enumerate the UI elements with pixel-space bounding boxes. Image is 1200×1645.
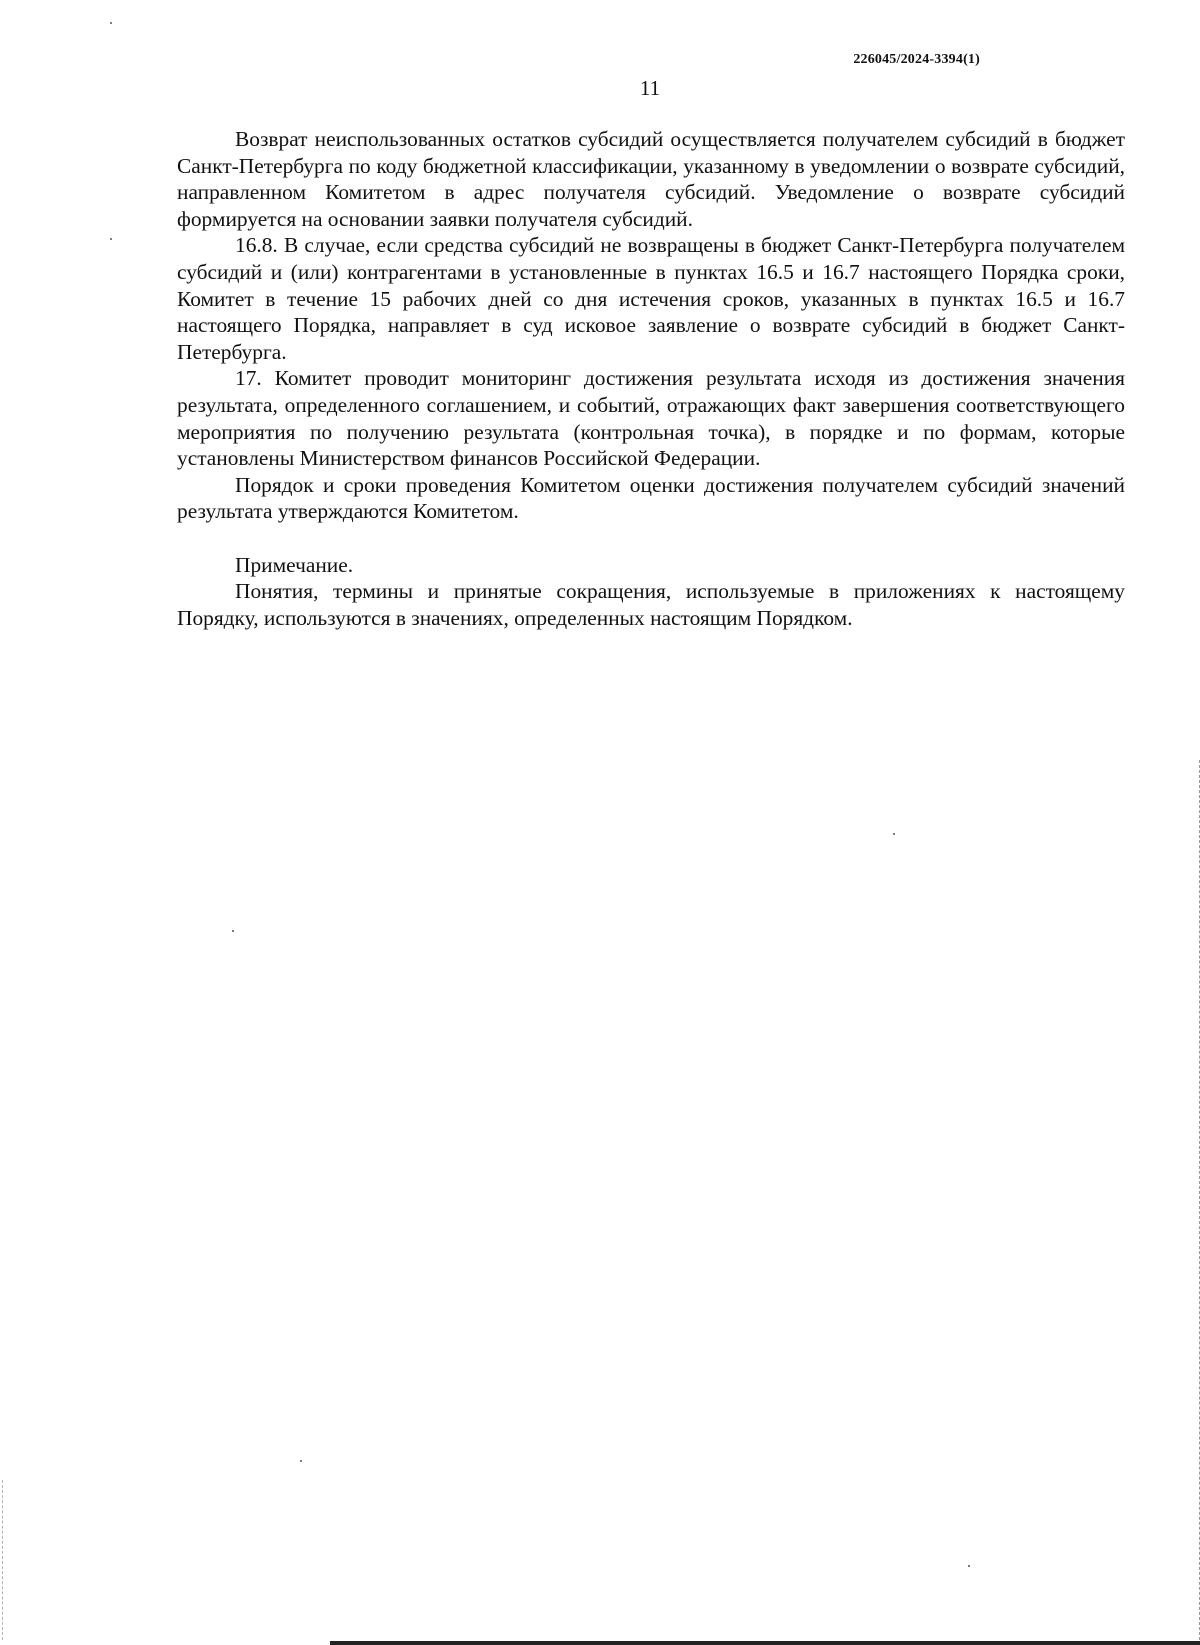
paragraph-16-8: 16.8. В случае, если средства субсидий не возвращены в бюджет Санкт-Петербурга получателем субсидий и (или) контрагентами в установленные в пунктах 16.5 и 16.7 настоящего Порядка сроки, Комитет в течение 15 рабочих дней со дня истечения сроков, указанных в пунктах 16.5 и 16.7 настоящего Порядка, направляет в суд исковое заявление о возврате субсидий в бюджет Санкт-Петербурга. xyxy=(177,233,1125,364)
paragraph-17: 17. Комитет проводит мониторинг достижения результата исходя из достижения значения результата, определенного соглашением, и событий, отражающих факт завершения соответствующего мероприятия по получению результата (контрольная точка), в порядке и по формам, которые установлены Министерством финансов Российской Федерации. xyxy=(177,366,1125,471)
paragraph-evaluation-procedure: Порядок и сроки проведения Комитетом оценки достижения получателем субсидий значений результата утверждаются Комитетом. xyxy=(177,472,1125,524)
document-body xyxy=(177,126,1125,631)
document-number: 226045/2024-3394(1) xyxy=(853,52,980,67)
scan-bottom-border xyxy=(330,1641,1200,1645)
scan-speck xyxy=(300,1460,302,1462)
page-number: 11 xyxy=(639,76,661,100)
scan-speck xyxy=(110,22,112,24)
scan-speck xyxy=(232,930,234,932)
scan-speck xyxy=(110,238,112,240)
scan-speck xyxy=(893,833,895,835)
scan-speck xyxy=(968,1565,970,1567)
scan-edge-artifact xyxy=(1196,760,1200,1640)
scan-edge-artifact-left xyxy=(2,1480,5,1640)
note-title: Примечание. xyxy=(235,552,354,577)
paragraph-return-of-subsidies: Возврат неиспользованных остатков субсидий осуществляется получателем субсидий в бюджет Санкт-Петербурга по коду бюджетной классификации, указанному в уведомлении о возврате субсидий, направленном Комитетом в адрес получателя субсидий. Уведомление о возврате субсидий формируется на основании заявки получателя субсидий. xyxy=(177,127,1125,231)
note-text: Понятия, термины и принятые сокращения, используемые в приложениях к настоящему Порядку, используются в значениях, определенных настоящим Порядком. xyxy=(177,579,1125,630)
